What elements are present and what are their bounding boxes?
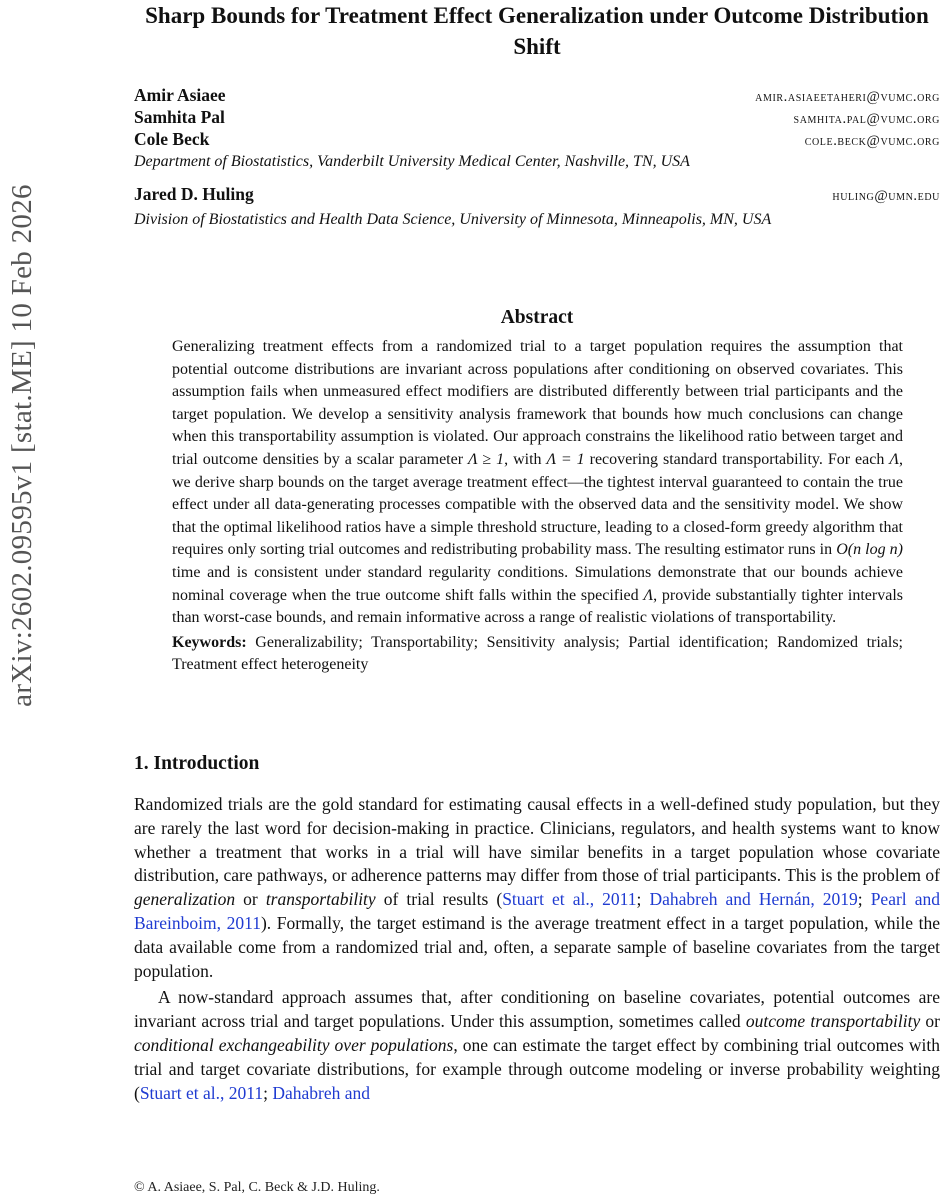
emphasis: outcome transportability bbox=[745, 1011, 921, 1032]
text-run: of trial results ( bbox=[375, 889, 503, 910]
math-complexity: O(n log n) bbox=[836, 541, 903, 559]
abstract-part: , provide substantially tighter intervals than worst-case bounds, and remain informative across a range of realistic violations of transportability. bbox=[172, 586, 903, 627]
text-run: or bbox=[235, 889, 266, 910]
abstract-part: Generalizing treatment effects from a randomized trial to a target population requires the assumption that potential outcome distributions are invariant across populations after conditioning on observed covariates. This assumption fails when unmeasured effect modifiers are distributed differently between trial participants and the target population. We develop a sensitivity analysis framework that bounds how much conclusions can change when this transportability assumption is violated. Our approach constrains the likelihood ratio between target and trial outcome densities by a scalar parameter bbox=[172, 338, 903, 468]
text-run: , one can estimate the target effect by combining trial outcomes with trial and target covariate distributions, for example through outcome modeling or inverse probability weighting ( bbox=[134, 1034, 940, 1103]
abstract-part: , we derive sharp bounds on the target average treatment effect—the tightest interval guaranteed to contain the true effect under all data-generating processes compatible with the observed data and the sensitivity model. We show that the optimal likelihood ratios have a simple threshold structure, leading to a closed-form greedy algorithm that requires only sorting trial outcomes and redistributing probability mass. The resulting estimator runs in bbox=[172, 450, 904, 559]
affiliation-umn: Division of Biostatistics and Health Data Science, University of Minnesota, Minneapolis, MN, USA bbox=[134, 211, 772, 228]
intro-paragraph-1 bbox=[134, 793, 940, 983]
affiliation-vumc: Department of Biostatistics, Vanderbilt University Medical Center, Nashville, TN, USA bbox=[134, 153, 690, 170]
math-lambda-ge-1: Λ ≥ 1 bbox=[468, 450, 505, 468]
introduction-body bbox=[134, 793, 940, 1105]
abstract-text bbox=[172, 336, 903, 630]
math-lambda: Λ bbox=[643, 586, 654, 604]
emphasis: conditional exchangeability over populations bbox=[134, 1034, 454, 1055]
arxiv-stamp bbox=[0, 183, 44, 707]
citation-link[interactable]: Dahabreh and bbox=[272, 1082, 371, 1103]
keywords-text: Generalizability; Transportability; Sensitivity analysis; Partial identification; Randomized trials; Treatment effect heterogeneity bbox=[172, 633, 903, 674]
abstract-part: time and is consistent under standard regularity conditions. Simulations demonstrate that our bounds achieve nominal coverage when the true outcome shift falls within the specified bbox=[172, 563, 903, 604]
intro-paragraph-2 bbox=[134, 986, 940, 1105]
text-run: or bbox=[920, 1011, 940, 1032]
author-email: samhita.pal@vumc.org bbox=[793, 111, 940, 127]
emphasis: generalization bbox=[134, 889, 236, 910]
citation-link[interactable]: Pearl and Bareinboim, 2011 bbox=[134, 889, 940, 933]
author-email: huling@umn.edu bbox=[832, 188, 940, 204]
text-run: A now-standard approach assumes that, after conditioning on baseline covariates, potential outcomes are invariant across trial and target populations. Under this assumption, sometimes called bbox=[134, 987, 940, 1032]
author-name: Jared D. Huling bbox=[134, 184, 254, 204]
author-name: Samhita Pal bbox=[134, 107, 225, 127]
copyright-footer: © A. Asiaee, S. Pal, C. Beck & J.D. Huling. bbox=[134, 1180, 380, 1195]
author-name: Cole Beck bbox=[134, 129, 210, 149]
emphasis: transportability bbox=[265, 889, 376, 910]
author-row-2 bbox=[134, 107, 940, 129]
text-run: ; bbox=[857, 889, 871, 910]
arxiv-id: arXiv:2602.09595v1 [stat.ME] 10 Feb 2026 bbox=[5, 183, 38, 707]
abstract-heading: Abstract bbox=[500, 307, 574, 328]
math-lambda-eq-1: Λ = 1 bbox=[546, 450, 585, 468]
text-run: Randomized trials are the gold standard for estimating causal effects in a well-defined study population, but they are rarely the last word for decision-making in practice. Clinicians, regulators, and health systems want to know whether a treatment that works in a trial will have similar benefits in a target population whose covariate distribution, care pathways, or adherence patterns may differ from those of trial participants. This is the problem of bbox=[134, 794, 940, 886]
citation-link[interactable]: Stuart et al., 2011 bbox=[139, 1082, 264, 1103]
math-lambda: Λ bbox=[889, 450, 900, 468]
abstract-part: , with bbox=[504, 450, 547, 468]
author-email: amir.asiaeetaheri@vumc.org bbox=[755, 89, 940, 105]
author-name: Amir Asiaee bbox=[134, 85, 226, 105]
abstract-part: recovering standard transportability. For each bbox=[584, 450, 890, 468]
author-row-1 bbox=[134, 85, 940, 107]
keywords bbox=[172, 632, 903, 677]
author-row-3 bbox=[134, 129, 940, 151]
paper-title: Sharp Bounds for Treatment Effect Generalization under Outcome Distribution Shift bbox=[145, 3, 929, 59]
citation-link[interactable]: Stuart et al., 2011 bbox=[502, 889, 637, 910]
text-run: ; bbox=[636, 889, 650, 910]
author-row-4 bbox=[134, 184, 940, 206]
abstract-body bbox=[172, 336, 903, 677]
section-heading-introduction: 1. Introduction bbox=[134, 753, 260, 774]
citation-link[interactable]: Dahabreh and Hernán, 2019 bbox=[649, 889, 858, 910]
text-run: ; bbox=[263, 1082, 273, 1103]
text-run: ). Formally, the target estimand is the average treatment effect in a target population, while the data available come from a randomized trial and, often, a separate sample of baseline covariates from the target population. bbox=[134, 912, 940, 981]
keywords-label: Keywords: bbox=[172, 633, 247, 651]
author-email: cole.beck@vumc.org bbox=[804, 133, 940, 149]
